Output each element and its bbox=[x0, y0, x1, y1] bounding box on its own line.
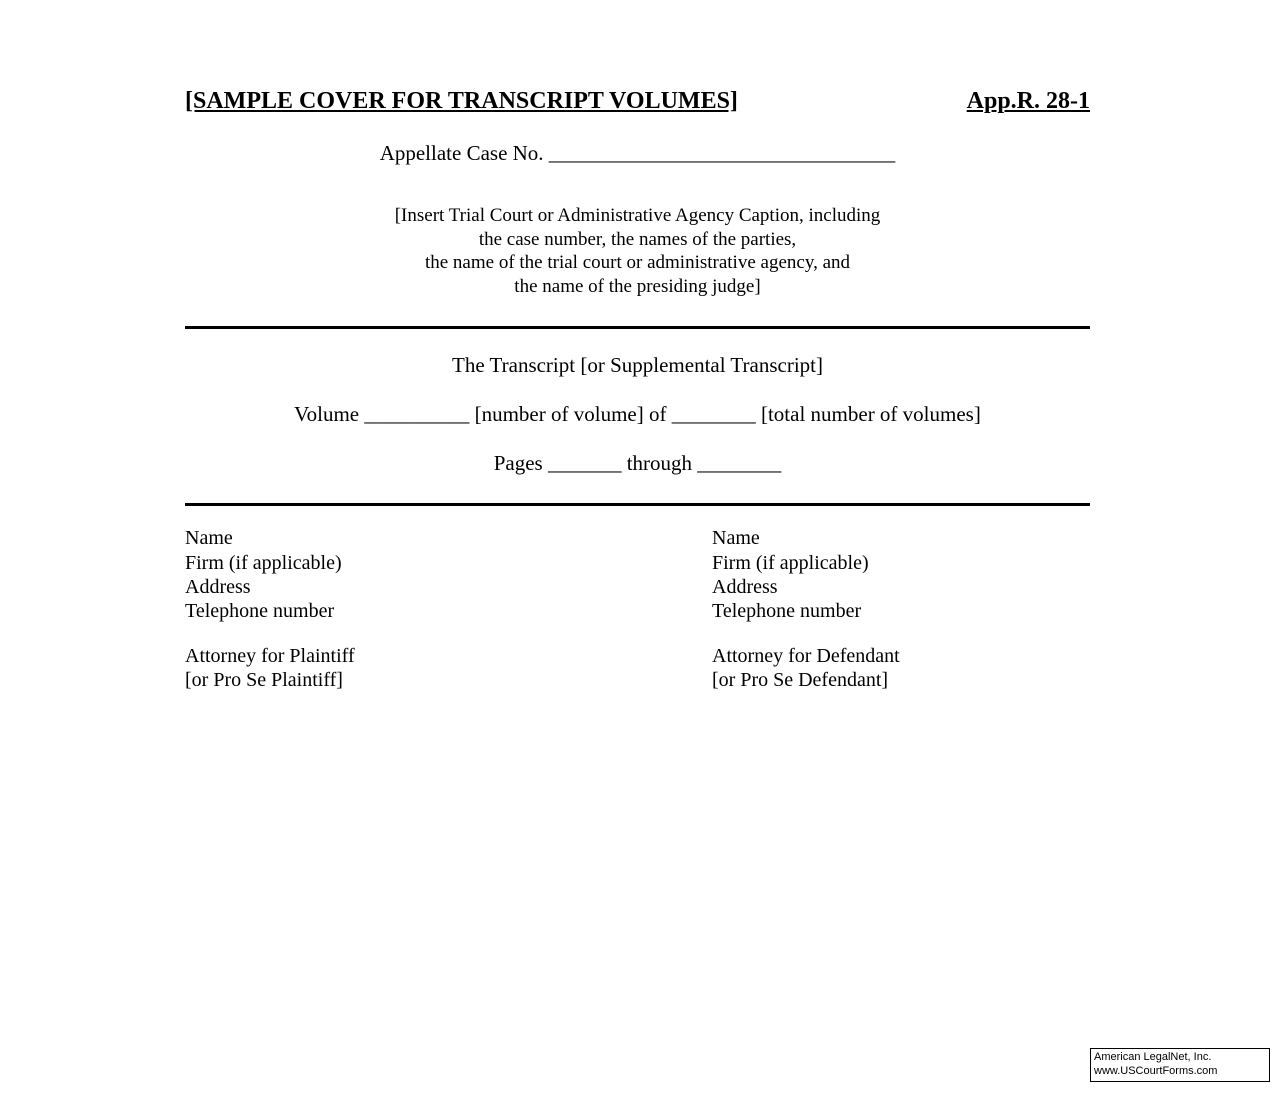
publisher-website: www.USCourtForms.com bbox=[1094, 1064, 1218, 1077]
plaintiff-role-label: Attorney for Plaintiff bbox=[185, 644, 355, 667]
transcript-title-line: The Transcript [or Supplemental Transcript] bbox=[452, 353, 823, 378]
caption-line: the name of the trial court or administrative agency, and bbox=[424, 252, 851, 274]
plaintiff-attorney-block bbox=[185, 526, 712, 692]
document-title-row bbox=[185, 88, 1090, 115]
appellate-case-number-line: Appellate Case No. _________________________________ bbox=[379, 141, 896, 165]
horizontal-rule-bottom bbox=[185, 503, 1090, 506]
plaintiff-role-alt-label: [or Pro Se Plaintiff] bbox=[185, 669, 343, 692]
publisher-stamp bbox=[1090, 1048, 1270, 1082]
plaintiff-address-label: Address bbox=[185, 576, 251, 599]
defendant-role-label: Attorney for Defendant bbox=[712, 644, 900, 667]
document-body bbox=[185, 88, 1090, 693]
page-title: [SAMPLE COVER FOR TRANSCRIPT VOLUMES] bbox=[185, 88, 738, 114]
plaintiff-telephone-label: Telephone number bbox=[185, 600, 335, 623]
caption-line: the case number, the names of the parties, bbox=[478, 228, 797, 250]
transcript-pages-line: Pages _______ through ________ bbox=[493, 451, 782, 476]
caption-instruction-block bbox=[185, 204, 1090, 298]
defendant-attorney-block bbox=[712, 526, 1090, 692]
spacer bbox=[712, 624, 1090, 644]
defendant-address-label: Address bbox=[712, 576, 778, 599]
transcript-info-block bbox=[185, 353, 1090, 476]
attorney-columns bbox=[185, 526, 1090, 692]
publisher-company: American LegalNet, Inc. bbox=[1094, 1051, 1212, 1063]
plaintiff-firm-label: Firm (if applicable) bbox=[185, 551, 342, 574]
rule-reference: App.R. 28-1 bbox=[966, 88, 1090, 114]
defendant-role-alt-label: [or Pro Se Defendant] bbox=[712, 669, 889, 692]
caption-line: the name of the presiding judge] bbox=[514, 275, 761, 297]
transcript-volume-line: Volume __________ [number of volume] of ________ [total number of volumes] bbox=[294, 402, 981, 427]
plaintiff-name-label: Name bbox=[185, 527, 233, 550]
defendant-firm-label: Firm (if applicable) bbox=[712, 551, 869, 574]
horizontal-rule-top bbox=[185, 326, 1090, 329]
defendant-telephone-label: Telephone number bbox=[712, 600, 862, 623]
spacer bbox=[185, 624, 712, 644]
caption-line: [Insert Trial Court or Administrative Agency Caption, including bbox=[394, 205, 881, 226]
defendant-name-label: Name bbox=[712, 527, 760, 550]
